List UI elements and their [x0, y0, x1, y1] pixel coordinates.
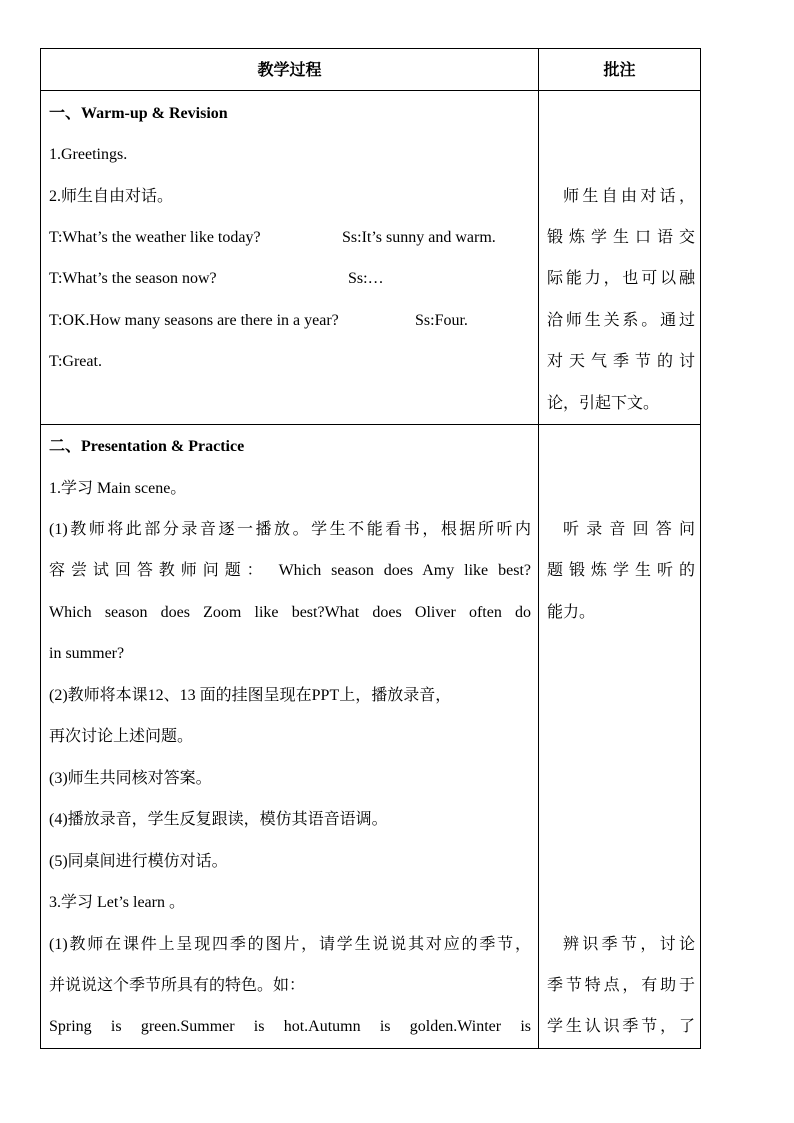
dialogue-students: Ss:It’s sunny and warm.: [342, 229, 496, 246]
dialogue-students: Ss:…: [348, 270, 384, 287]
note-line: 听录音回答问: [563, 521, 695, 538]
section2-line: (2)教师将本课12、13 面的挂图呈现在PPT上，播放录音，: [49, 687, 452, 704]
note-line: 题锻炼学生听的: [547, 562, 695, 579]
note-line: 际能力，也可以融: [547, 270, 695, 287]
section1-title: 一、Warm-up & Revision: [49, 105, 228, 122]
dialogue-line: [49, 228, 531, 248]
row-divider-header: [41, 90, 700, 91]
dialogue-teacher: T:What’s the season now?: [49, 270, 217, 287]
lesson-table: [40, 48, 701, 1049]
dialogue-line: [49, 269, 531, 289]
dialogue-teacher: T:OK.How many seasons are there in a year?: [49, 312, 339, 329]
section1-line: 1.Greetings.: [49, 146, 128, 163]
dialogue-line: [49, 311, 531, 331]
dialogue-teacher: T:What’s the weather like today?: [49, 229, 261, 246]
section2-line: 容尝试回答教师问题： Which season does Amy like best?: [49, 562, 531, 579]
section2-line: 3.学习 Let’s learn 。: [49, 894, 185, 911]
section2-line: 1.学习 Main scene。: [49, 480, 187, 497]
note-line: 辨识季节，讨论: [563, 936, 695, 953]
section1-line: 2.师生自由对话。: [49, 188, 174, 205]
note-line: 季节特点，有助于: [547, 977, 695, 994]
row-divider-section: [41, 424, 700, 425]
header-notes: 批注: [603, 60, 636, 79]
dialogue-students: Ss:Four.: [415, 312, 468, 329]
note-line: 师生自由对话，: [563, 188, 695, 205]
note-line: 洽师生关系。通过: [547, 312, 695, 329]
note-line: 学生认识季节，了: [547, 1018, 695, 1035]
section2-line: Which season does Zoom like best?What does Oliver often do: [49, 604, 531, 621]
note-line: 论，引起下文。: [547, 395, 660, 412]
header-teaching-process: 教学过程: [257, 60, 322, 79]
note-line: 锻炼学生口语交: [547, 229, 695, 246]
section1-line: T:Great.: [49, 353, 102, 370]
section2-line: in summer?: [49, 645, 125, 662]
section2-line: 并说说这个季节所具有的特色。如：: [49, 977, 306, 994]
section2-line: Spring is green.Summer is hot.Autumn is golden.Winter is: [49, 1018, 531, 1035]
note-line: 对天气季节的讨: [547, 353, 695, 370]
section2-line: (4)播放录音，学生反复跟读，模仿其语音语调。: [49, 811, 388, 828]
note-line: 能力。: [547, 604, 596, 621]
section2-line: 再次讨论上述问题。: [49, 728, 194, 745]
column-divider: [538, 49, 539, 1048]
section2-line: (1)教师在课件上呈现四季的图片，请学生说说其对应的季节，: [49, 936, 531, 953]
section2-line: (1)教师将此部分录音逐一播放。学生不能看书，根据所听内: [49, 521, 531, 538]
section2-line: (5)同桌间进行模仿对话。: [49, 853, 228, 870]
section2-line: (3)师生共同核对答案。: [49, 770, 212, 787]
section2-title: 二、Presentation & Practice: [49, 438, 245, 455]
